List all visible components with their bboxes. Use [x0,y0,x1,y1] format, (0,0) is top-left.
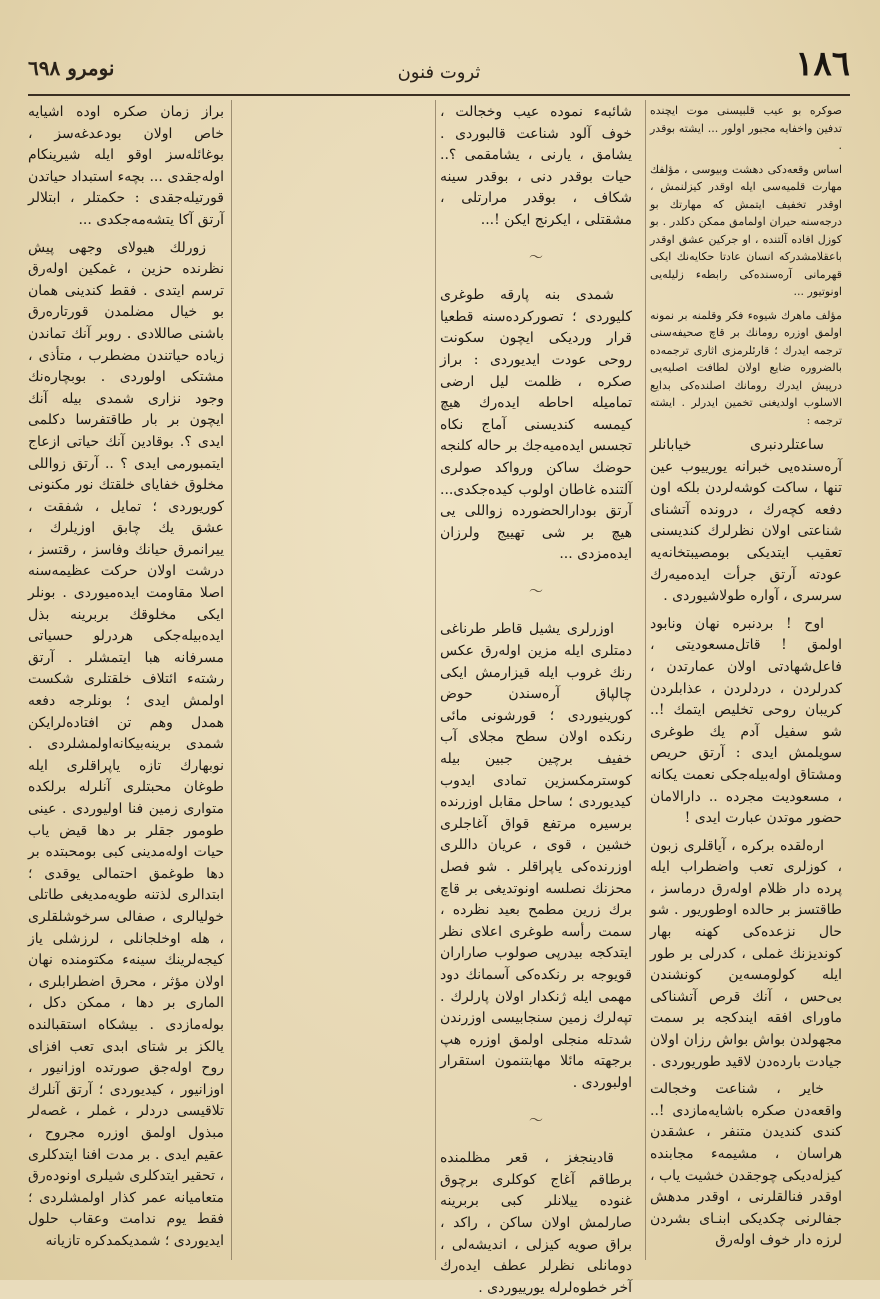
paragraph: زورلك هيولاى وجهى پيش نظرنده حزين ، غمكين اوله‌رق ترسم ايتدى . فقط كندينى همان بو خيال مضلمدن قورتاره‌رق باشنى صاللادى . روبر آنك تماندن زياده حياتندن مضطرب ، متأذى ، مشتكى اولوردى . بوبچاره‌نك وجود نزارى شمدى بيله آنك ايچون بر بار طاقتفرسا دكلمى ايدى ؟. بوقادين آنك حياتى ازعاج ايتمبورمى ايدى ؟ .. آرتق زواللى مخلوق خفاياى خلقتك نور مكنونى كوريوردى ؛ تمايل ، شفقت ، عشق يك چابق اوزيلرك ، ييرانمرق حيانك وفاسز ، رقتسز ، درشت اولان حركت عظيمه‌سنه اصلا مقاومت ايده‌ميوردى . بونلر ايكى مخلوقك بربرينه بذل ايده‌بيله‌جكى هردرلو حسياتى مسرفانه هبا ايتمشلر . آرتق رشته‌ء ائتلاف خلقتلرى شكست اولمش ايدى ؛ بونلرجه دفعه همدل وهم تن افتاده‌لرايكن شمدى برينه‌بيكانه‌اولمشلردى . نوبهارك تازه ياپراقلرى ايله طوغان محبتلرى آنلرله برلكده متوارى زمين فنا اوليوردى . عينى طومور جقلر بر دها قيض ياب حيات اوله‌مدينى كبى بومحبتده بر دها طوغمق احتمالى يوقدى ؛ ابتدالرى لذتنه طويه‌مديغى طاتلى خوليالرى ، صفالى سرخوشلقلرى ، هله اوخلجانلى ، لرزشلى ياز كيجه‌لرينك سينه‌ء مكتومنده نهان اولان مؤثر ، محرق اضطرابلرى ، المارى بر دها ، ممكن دكل ، بوله‌مازدى . بيشكاه استقبالنده يالكز بر شتاى ابدى تعب افزاى روح اوله‌جق صورتده اوزانيور ، اوزانيور ، كيديوردى ؛ آرتق آنلرك تلاقيسى دردلر ، غملر ، غصه‌لر مبذول اولمق اوزره مجروح ، عقيم ايدى . بر مدت افنا ايتدكلرى ، تحقير ايتدكلرى شيلرى اونوده‌رق متعاميانه عمر كذار اولمشلردى ؛ فقط يوم ندامت وعقاب حلول ايديوردى ؛ شمديكمدكره تازيانه [28,239,224,1249]
paragraph: شمدى بنه پارقه طوغرى كليوردى ؛ تصوركرده‌سنه قطعيا قرار ورديكى ايچون سكونت روحى عودت ايديوردى : براز صكره ، ظلمت ليل ارضى تماميله احاطه ايده‌رك هيچ كيمسه كنديسنى آماج نكاه تجسس ايده‌ميه‌جك بر حاله كلنجه حوضك ساكن ورواكد صولرى آلتنده غاطان اولوب كيده‌جكدى... آرتق بودارالحضورده زواللى يى هيچ بر شى تهييج ولرزان ايده‌مزدى ... [440,287,632,563]
header-rule [28,94,850,96]
column-separator [645,100,646,1260]
section-divider: 〜 [529,249,543,266]
paragraph: شائبه‌ء نموده عيب وخجالت ، خوف آلود شناعت قالبوردى . يشامق ، يارنى ، يشامقمى ؟.. حيات بوقدر دنى ، بوقدر سينه شكاف ، بوقدر مرارتلى ، مشقتلى ، ايكرنج ايكن !... [440,104,632,228]
paragraph: مؤلف ماهرك شيوه‌ء فكر وقلمنه بر نمونه اولمق اوزره رومانك بر قاچ صحيفه‌سنى ترجمه ايدرك ؛ قارئلرمزى اثارى ترجمه‌ده بالضروره ضايع اولان لطافت اصليه‌يى درپيش ايدرك رومانك اصلنده‌كى بدايع الاسلوب اولديغنى تخمين ايدرلر . ايشته ترجمه : [650,308,842,427]
paragraph: صوكره بو عيب قلبيسنى موت ايچنده تدفين واخفايه مجبور اولور ... ايشته بوقدر . [650,104,842,152]
paragraph: خاير ، شناعت وخجالت واقعه‌دن صكره باشايه‌مازدى !.. كندى كنديدن متنفر ، عشقدن هراسان ، مشيمه‌ء مجابنده كيزله‌ديكى چوجقدن خشيت ياب ، اوقدر فنالقلرنى ، اوقدر مدهش جفالرنى چكديكى ابنـاى بشردن لرزه دار خوف اوله‌رق [650,1081,842,1249]
paragraph: اره‌لقده بركره ، آياقلرى زبون ، كوزلرى تعب واضطراب ايله پرده دار ظلام اوله‌رق درماسز ، طاقتسز بر حالده اوطوريور . شو حال نزعده‌كى كهنه بهار كونديزنك غملى ، كدرلى بر طور ايله كولومسه‌ين كونشندن بى‌حس ، آنك قرص آتشناكى ماوراى افقه ايندكجه بر سمت مجهولدن بواش بواش رزان اولان جيادت بارده‌دن لاقيد طوريوردى . [650,837,842,1070]
page-number: ١٨٦ [795,44,850,84]
page-header [28,40,850,92]
text-column-1 [650,102,842,1252]
publication-title: ثروت فنون [397,62,481,83]
section-divider: 〜 [529,1112,543,1129]
text-column-3 [28,102,224,1252]
paragraph: قادينجغز ، قعر مظلمنده برطاقم آغاج كوكلرى برچوق غنوده ييلانلر كبى بربرينه صارلمش اولان ساكن ، راكد ، براق صويه كيزلى ، انديشه‌لى ، دومانلى نظرلر عطف ايده‌رك آخر خطوه‌لرله يورييوردى . [440,1150,632,1296]
column-separator [435,100,436,1260]
paragraph: براز زمان صكره اوده اشيايه خاص اولان بودعدغه‌سز ، بوغائله‌سز اوقو ايله شيرينكام اوله‌جقدى ... بچه‌ء استبداد حياتدن قورتيله‌جقدى : حكمتلر ، ابتلالر آرتق آكا يتشه‌مه‌جكدى ... [28,104,224,228]
paragraph: ساعتلردنبرى خيابانلر آره‌سنده‌يى خبرانه يورييوب عين تنها ، ساكت كوشه‌لردن بلكه اون دفعه كچه‌رك ، درونده آتشناى شناعتى اولان نظرلرك كنديسنى تعقيب ايتديكى بومصيبتخانه‌يه عودته آرتق جرأت ايده‌ميه‌رك سرسرى ، آواره طولاشيوردى . [650,437,842,605]
paragraph: اساس وقعه‌دكى دهشت وبيوسى ، مؤلفك مهارت قلميه‌سى ايله اوقدر كيزلنمش ، اوقدر تخفيف ايتمش كه مهارتك بو درجه‌سنه حيران اولمامق ممكن دكلدر . بو كوزل افاده آلتنده ، او جركين عشق اوقدر باعقلامشدركه انسان عادتا حكايه‌نك ايكى قهرمانى آره‌سنده‌كى رابطه‌ء زليله‌يى اونوتيور ... [650,162,842,298]
column-separator [231,100,232,1260]
section-divider: 〜 [529,583,543,600]
issue-number: نومرو ٦٩٨ [28,56,115,80]
paragraph: اوزرلرى يشيل قاطر طرناغى دمتلرى ايله مزين اوله‌رق عكس رنك غروب ايله قيزارمش ايكى چالپاق آره‌سندن حوض كورينيوردى ؛ قورشونى مائى رنكده اولان سطح مجلاى آب خفيف برچين جبين بيله كوسترمكسزين تمادى ايدوب كيديوردى ؛ ساحل مقابل اوزرنده برسيره مرتفع قواق آغاجلرى خشين ، قوى ، عريان داللرى اوزرنده‌كى ياپراقلر . شو فصل محزنك نصلسه اونوتديغى بر قاچ برك زرين مطمح بعيد نظرده ، سمت رأسه طوغرى اعلاى نظر ايتدكجه بيدرپى صولوب صاراران قويوجه بر رنكده‌كى آسمانك دود مهمى ايله ژنكدار اولان پارلرك . تپه‌لرك زمين سنجابيسى اوزرندن شدتله منجلى اولمق اوزره هپ برجهته مائلا مهابتنمون استقرار اولبوردى . [440,621,632,1091]
paragraph: اوح ! بردنبره نهان ونابود اولمق ! قاتل‌مسعوديتى ، فاعل‌شهادتى اولان عمارتدن ، كدرلردن ، دردلردن ، عذابلردن كريبان روحى تخليص ايتمك !.. شو سفيل آدم يك طوغرى سويلمش ايدى : آرتق حريص ومشتاق اوله‌بيله‌جكى نعمت يكانه ، مسعوديت مجرده .. دارالامان حضور موتدن عبارت ايدى ! [650,615,842,827]
text-column-2 [440,102,632,1296]
